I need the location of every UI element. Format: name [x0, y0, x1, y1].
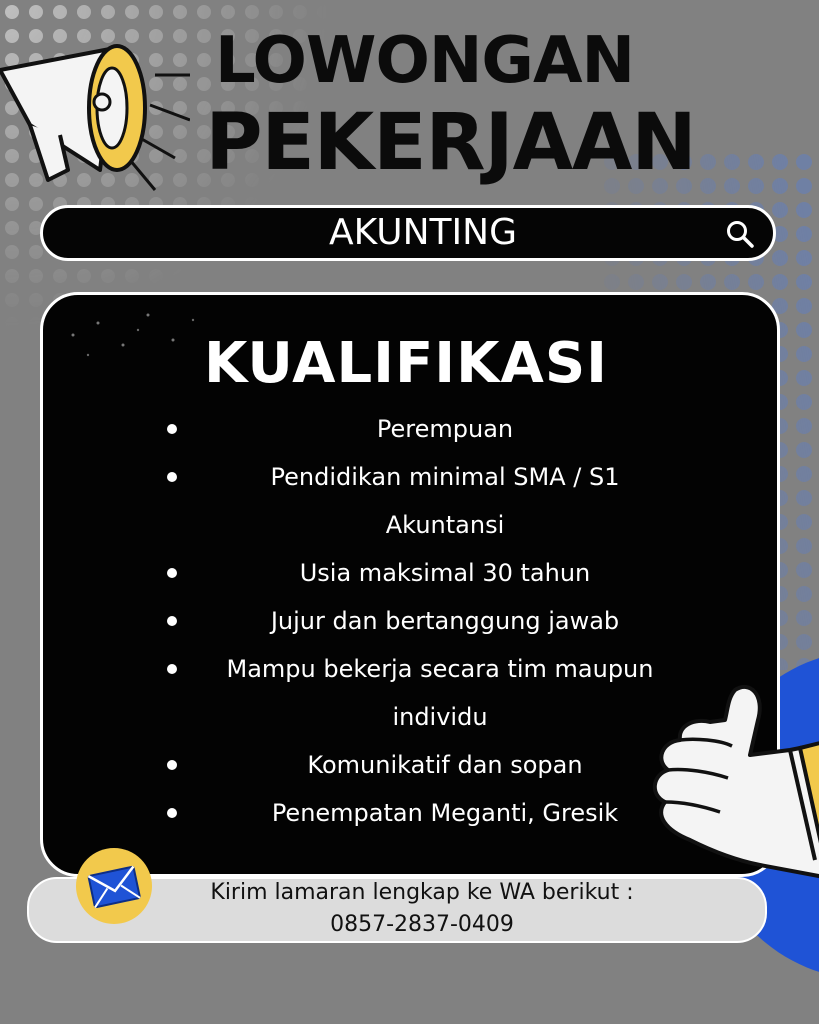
qualification-text: Komunikatif dan sopan: [307, 751, 583, 779]
envelope-icon: [75, 847, 153, 925]
search-icon: [725, 219, 755, 249]
title-line-2: PEKERJAAN: [205, 98, 696, 188]
contact-phone-number: 0857-2837-0409: [330, 912, 514, 937]
contact-instruction: Kirim lamaran lengkap ke WA berikut :: [210, 880, 634, 905]
list-item: [43, 597, 777, 645]
bullet-icon: [167, 616, 177, 626]
bullet-icon: [167, 472, 177, 482]
bullet-icon: [167, 568, 177, 578]
list-item: [43, 453, 777, 549]
qualification-text: Mampu bekerja secara tim maupun individu: [226, 655, 654, 731]
bullet-icon: [167, 760, 177, 770]
bullet-icon: [167, 664, 177, 674]
bullet-icon: [167, 424, 177, 434]
qualification-text: Usia maksimal 30 tahun: [299, 559, 591, 587]
title-line-1: LOWONGAN: [214, 24, 635, 98]
qualification-text: Jujur dan bertanggung jawab: [270, 607, 620, 635]
qualification-text: Perempuan: [376, 415, 514, 443]
job-title-search-bar: [40, 205, 776, 261]
qualification-text: Penempatan Meganti, Gresik: [271, 799, 619, 827]
job-title-text: AKUNTING: [329, 212, 517, 253]
list-item: [43, 549, 777, 597]
qualifications-heading: KUALIFIKASI: [203, 331, 608, 396]
bullet-icon: [167, 808, 177, 818]
thumbs-up-icon: [640, 680, 819, 880]
qualification-text: Pendidikan minimal SMA / S1 Akuntansi: [270, 463, 620, 539]
list-item: [43, 405, 777, 453]
